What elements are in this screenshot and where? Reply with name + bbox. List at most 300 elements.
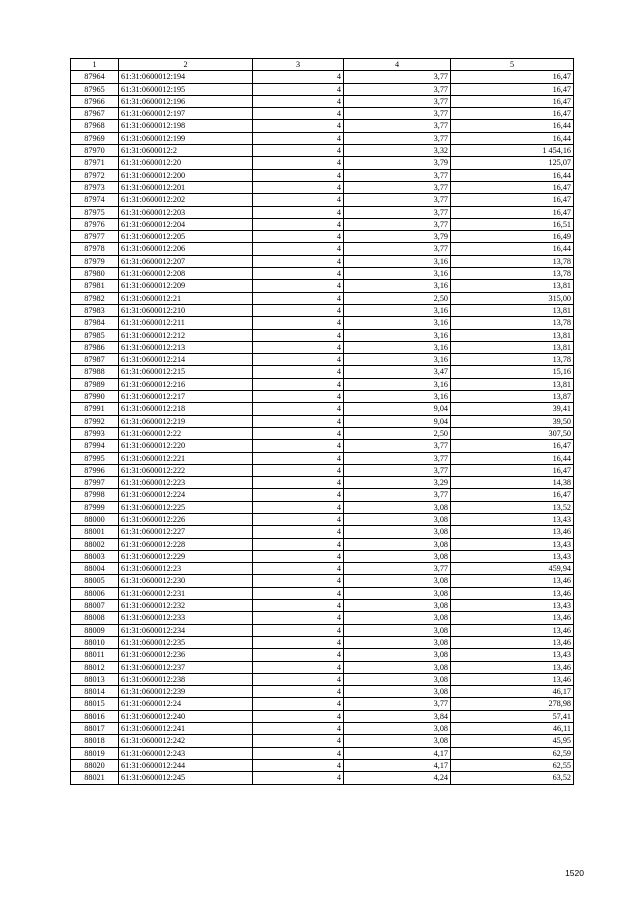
row-number-cell: 88014 xyxy=(71,686,119,698)
cadastral-number-cell: 61:31:0600012:221 xyxy=(119,452,253,464)
cadastral-number-cell: 61:31:0600012:238 xyxy=(119,673,253,685)
rate-cell: 3,08 xyxy=(344,587,451,599)
table-row xyxy=(71,772,574,784)
rate-cell: 2,50 xyxy=(344,427,451,439)
rate-cell: 3,08 xyxy=(344,550,451,562)
group-cell: 4 xyxy=(253,304,344,316)
cadastral-number-cell: 61:31:0600012:242 xyxy=(119,735,253,747)
rate-cell: 2,50 xyxy=(344,292,451,304)
table-row xyxy=(71,145,574,157)
rate-cell: 3,16 xyxy=(344,329,451,341)
table-row xyxy=(71,710,574,722)
value-cell: 278,98 xyxy=(451,698,574,710)
group-cell: 4 xyxy=(253,538,344,550)
row-number-cell: 87970 xyxy=(71,145,119,157)
rate-cell: 3,84 xyxy=(344,710,451,722)
row-number-cell: 87988 xyxy=(71,366,119,378)
table-row xyxy=(71,169,574,181)
table-row xyxy=(71,427,574,439)
rate-cell: 3,08 xyxy=(344,673,451,685)
table-row xyxy=(71,759,574,771)
rate-cell: 3,79 xyxy=(344,231,451,243)
group-cell: 4 xyxy=(253,268,344,280)
cadastral-number-cell: 61:31:0600012:200 xyxy=(119,169,253,181)
rate-cell: 3,16 xyxy=(344,268,451,280)
row-number-cell: 87993 xyxy=(71,427,119,439)
rate-cell: 3,77 xyxy=(344,452,451,464)
table-row xyxy=(71,747,574,759)
rate-cell: 3,08 xyxy=(344,538,451,550)
table-body xyxy=(71,59,574,785)
column-header-3: 3 xyxy=(253,59,344,71)
row-number-cell: 87964 xyxy=(71,71,119,83)
group-cell: 4 xyxy=(253,145,344,157)
table-row xyxy=(71,132,574,144)
value-cell: 16,47 xyxy=(451,464,574,476)
group-cell: 4 xyxy=(253,698,344,710)
column-header-4: 4 xyxy=(344,59,451,71)
rate-cell: 3,77 xyxy=(344,489,451,501)
row-number-cell: 87973 xyxy=(71,181,119,193)
group-cell: 4 xyxy=(253,636,344,648)
cadastral-number-cell: 61:31:0600012:20 xyxy=(119,157,253,169)
cadastral-number-cell: 61:31:0600012:216 xyxy=(119,378,253,390)
row-number-cell: 87992 xyxy=(71,415,119,427)
rate-cell: 3,77 xyxy=(344,194,451,206)
group-cell: 4 xyxy=(253,526,344,538)
row-number-cell: 88018 xyxy=(71,735,119,747)
table-row xyxy=(71,194,574,206)
rate-cell: 3,08 xyxy=(344,600,451,612)
rate-cell: 3,77 xyxy=(344,120,451,132)
rate-cell: 9,04 xyxy=(344,415,451,427)
rate-cell: 3,77 xyxy=(344,108,451,120)
group-cell: 4 xyxy=(253,747,344,759)
table-row xyxy=(71,636,574,648)
value-cell: 1 454,16 xyxy=(451,145,574,157)
row-number-cell: 88020 xyxy=(71,759,119,771)
row-number-cell: 88005 xyxy=(71,575,119,587)
rate-cell: 4,17 xyxy=(344,759,451,771)
row-number-cell: 87977 xyxy=(71,231,119,243)
group-cell: 4 xyxy=(253,661,344,673)
row-number-cell: 88015 xyxy=(71,698,119,710)
value-cell: 14,38 xyxy=(451,477,574,489)
table-row xyxy=(71,108,574,120)
table-row xyxy=(71,391,574,403)
group-cell: 4 xyxy=(253,181,344,193)
value-cell: 16,47 xyxy=(451,440,574,452)
rate-cell: 3,08 xyxy=(344,624,451,636)
cadastral-number-cell: 61:31:0600012:234 xyxy=(119,624,253,636)
cadastral-number-cell: 61:31:0600012:194 xyxy=(119,71,253,83)
cadastral-number-cell: 61:31:0600012:207 xyxy=(119,255,253,267)
column-header-5: 5 xyxy=(451,59,574,71)
table-row xyxy=(71,600,574,612)
rate-cell: 3,08 xyxy=(344,526,451,538)
value-cell: 13,52 xyxy=(451,501,574,513)
row-number-cell: 87990 xyxy=(71,391,119,403)
group-cell: 4 xyxy=(253,329,344,341)
rate-cell: 3,77 xyxy=(344,181,451,193)
value-cell: 13,43 xyxy=(451,649,574,661)
rate-cell: 3,77 xyxy=(344,563,451,575)
value-cell: 16,47 xyxy=(451,95,574,107)
group-cell: 4 xyxy=(253,600,344,612)
cadastral-number-cell: 61:31:0600012:21 xyxy=(119,292,253,304)
cadastral-number-cell: 61:31:0600012:199 xyxy=(119,132,253,144)
table-row xyxy=(71,575,574,587)
rate-cell: 3,47 xyxy=(344,366,451,378)
row-number-cell: 87980 xyxy=(71,268,119,280)
table-row xyxy=(71,280,574,292)
value-cell: 39,50 xyxy=(451,415,574,427)
column-header-2: 2 xyxy=(119,59,253,71)
value-cell: 13,46 xyxy=(451,673,574,685)
table-header-row xyxy=(71,59,574,71)
value-cell: 13,81 xyxy=(451,329,574,341)
cadastral-number-cell: 61:31:0600012:226 xyxy=(119,513,253,525)
group-cell: 4 xyxy=(253,772,344,784)
cadastral-number-cell: 61:31:0600012:233 xyxy=(119,612,253,624)
table-row xyxy=(71,341,574,353)
table-row xyxy=(71,243,574,255)
table-row xyxy=(71,354,574,366)
cadastral-number-cell: 61:31:0600012:204 xyxy=(119,218,253,230)
value-cell: 16,47 xyxy=(451,108,574,120)
cadastral-number-cell: 61:31:0600012:215 xyxy=(119,366,253,378)
table-row xyxy=(71,268,574,280)
group-cell: 4 xyxy=(253,710,344,722)
value-cell: 307,50 xyxy=(451,427,574,439)
table-row xyxy=(71,698,574,710)
rate-cell: 3,08 xyxy=(344,686,451,698)
cadastral-number-cell: 61:31:0600012:210 xyxy=(119,304,253,316)
rate-cell: 3,77 xyxy=(344,169,451,181)
value-cell: 13,46 xyxy=(451,624,574,636)
group-cell: 4 xyxy=(253,108,344,120)
table-row xyxy=(71,735,574,747)
value-cell: 13,87 xyxy=(451,391,574,403)
group-cell: 4 xyxy=(253,194,344,206)
group-cell: 4 xyxy=(253,735,344,747)
cadastral-number-cell: 61:31:0600012:236 xyxy=(119,649,253,661)
value-cell: 13,46 xyxy=(451,587,574,599)
group-cell: 4 xyxy=(253,317,344,329)
table-row xyxy=(71,317,574,329)
cadastral-number-cell: 61:31:0600012:2 xyxy=(119,145,253,157)
rate-cell: 3,16 xyxy=(344,304,451,316)
group-cell: 4 xyxy=(253,723,344,735)
cadastral-number-cell: 61:31:0600012:197 xyxy=(119,108,253,120)
group-cell: 4 xyxy=(253,378,344,390)
rate-cell: 3,32 xyxy=(344,145,451,157)
row-number-cell: 88006 xyxy=(71,587,119,599)
value-cell: 13,78 xyxy=(451,317,574,329)
rate-cell: 3,16 xyxy=(344,255,451,267)
value-cell: 13,81 xyxy=(451,341,574,353)
cadastral-number-cell: 61:31:0600012:232 xyxy=(119,600,253,612)
row-number-cell: 87965 xyxy=(71,83,119,95)
table-row xyxy=(71,563,574,575)
value-cell: 16,47 xyxy=(451,489,574,501)
table-row xyxy=(71,489,574,501)
row-number-cell: 87976 xyxy=(71,218,119,230)
table-row xyxy=(71,686,574,698)
row-number-cell: 88002 xyxy=(71,538,119,550)
cadastral-number-cell: 61:31:0600012:196 xyxy=(119,95,253,107)
row-number-cell: 87972 xyxy=(71,169,119,181)
rate-cell: 3,77 xyxy=(344,132,451,144)
group-cell: 4 xyxy=(253,587,344,599)
row-number-cell: 88013 xyxy=(71,673,119,685)
table-row xyxy=(71,181,574,193)
table-row xyxy=(71,477,574,489)
table-row xyxy=(71,612,574,624)
cadastral-number-cell: 61:31:0600012:231 xyxy=(119,587,253,599)
cadastral-number-cell: 61:31:0600012:219 xyxy=(119,415,253,427)
rate-cell: 3,16 xyxy=(344,341,451,353)
value-cell: 13,78 xyxy=(451,255,574,267)
row-number-cell: 88000 xyxy=(71,513,119,525)
group-cell: 4 xyxy=(253,550,344,562)
table-row xyxy=(71,95,574,107)
rate-cell: 3,16 xyxy=(344,378,451,390)
row-number-cell: 88007 xyxy=(71,600,119,612)
row-number-cell: 88001 xyxy=(71,526,119,538)
rate-cell: 3,08 xyxy=(344,649,451,661)
table-row xyxy=(71,452,574,464)
rate-cell: 3,08 xyxy=(344,501,451,513)
value-cell: 13,43 xyxy=(451,538,574,550)
page-number: 1520 xyxy=(565,868,584,878)
group-cell: 4 xyxy=(253,489,344,501)
group-cell: 4 xyxy=(253,427,344,439)
row-number-cell: 87982 xyxy=(71,292,119,304)
row-number-cell: 87967 xyxy=(71,108,119,120)
table-row xyxy=(71,206,574,218)
cadastral-number-cell: 61:31:0600012:205 xyxy=(119,231,253,243)
value-cell: 39,41 xyxy=(451,403,574,415)
group-cell: 4 xyxy=(253,563,344,575)
group-cell: 4 xyxy=(253,354,344,366)
rate-cell: 4,17 xyxy=(344,747,451,759)
row-number-cell: 87985 xyxy=(71,329,119,341)
table-row xyxy=(71,157,574,169)
rate-cell: 3,29 xyxy=(344,477,451,489)
cadastral-number-cell: 61:31:0600012:230 xyxy=(119,575,253,587)
row-number-cell: 87991 xyxy=(71,403,119,415)
group-cell: 4 xyxy=(253,366,344,378)
group-cell: 4 xyxy=(253,243,344,255)
row-number-cell: 87968 xyxy=(71,120,119,132)
group-cell: 4 xyxy=(253,169,344,181)
cadastral-number-cell: 61:31:0600012:208 xyxy=(119,268,253,280)
value-cell: 459,94 xyxy=(451,563,574,575)
cadastral-number-cell: 61:31:0600012:212 xyxy=(119,329,253,341)
row-number-cell: 87978 xyxy=(71,243,119,255)
group-cell: 4 xyxy=(253,415,344,427)
rate-cell: 3,77 xyxy=(344,206,451,218)
row-number-cell: 87998 xyxy=(71,489,119,501)
row-number-cell: 88004 xyxy=(71,563,119,575)
group-cell: 4 xyxy=(253,464,344,476)
rate-cell: 9,04 xyxy=(344,403,451,415)
row-number-cell: 88021 xyxy=(71,772,119,784)
value-cell: 13,46 xyxy=(451,575,574,587)
table-row xyxy=(71,415,574,427)
row-number-cell: 87986 xyxy=(71,341,119,353)
cadastral-number-cell: 61:31:0600012:243 xyxy=(119,747,253,759)
value-cell: 16,47 xyxy=(451,194,574,206)
group-cell: 4 xyxy=(253,218,344,230)
row-number-cell: 88008 xyxy=(71,612,119,624)
cadastral-number-cell: 61:31:0600012:241 xyxy=(119,723,253,735)
group-cell: 4 xyxy=(253,292,344,304)
value-cell: 16,47 xyxy=(451,181,574,193)
table-row xyxy=(71,538,574,550)
rate-cell: 4,24 xyxy=(344,772,451,784)
rate-cell: 3,08 xyxy=(344,723,451,735)
row-number-cell: 88003 xyxy=(71,550,119,562)
cadastral-number-cell: 61:31:0600012:203 xyxy=(119,206,253,218)
row-number-cell: 87975 xyxy=(71,206,119,218)
value-cell: 62,59 xyxy=(451,747,574,759)
cadastral-number-cell: 61:31:0600012:217 xyxy=(119,391,253,403)
value-cell: 16,51 xyxy=(451,218,574,230)
table-row xyxy=(71,304,574,316)
table-row xyxy=(71,723,574,735)
group-cell: 4 xyxy=(253,231,344,243)
cadastral-number-cell: 61:31:0600012:213 xyxy=(119,341,253,353)
row-number-cell: 88012 xyxy=(71,661,119,673)
value-cell: 63,52 xyxy=(451,772,574,784)
table-row xyxy=(71,440,574,452)
cadastral-number-cell: 61:31:0600012:244 xyxy=(119,759,253,771)
table-row xyxy=(71,71,574,83)
row-number-cell: 87974 xyxy=(71,194,119,206)
cadastral-number-cell: 61:31:0600012:214 xyxy=(119,354,253,366)
table-row xyxy=(71,403,574,415)
value-cell: 13,78 xyxy=(451,268,574,280)
value-cell: 16,44 xyxy=(451,132,574,144)
value-cell: 16,47 xyxy=(451,206,574,218)
group-cell: 4 xyxy=(253,206,344,218)
row-number-cell: 88011 xyxy=(71,649,119,661)
column-header-1: 1 xyxy=(71,59,119,71)
value-cell: 46,17 xyxy=(451,686,574,698)
rate-cell: 3,08 xyxy=(344,636,451,648)
group-cell: 4 xyxy=(253,513,344,525)
rate-cell: 3,77 xyxy=(344,95,451,107)
rate-cell: 3,79 xyxy=(344,157,451,169)
table-row xyxy=(71,526,574,538)
group-cell: 4 xyxy=(253,612,344,624)
table-row xyxy=(71,366,574,378)
table-row xyxy=(71,218,574,230)
table-row xyxy=(71,120,574,132)
group-cell: 4 xyxy=(253,341,344,353)
value-cell: 315,00 xyxy=(451,292,574,304)
value-cell: 13,46 xyxy=(451,526,574,538)
row-number-cell: 87966 xyxy=(71,95,119,107)
cadastral-number-cell: 61:31:0600012:220 xyxy=(119,440,253,452)
rate-cell: 3,16 xyxy=(344,391,451,403)
value-cell: 13,43 xyxy=(451,550,574,562)
cadastral-number-cell: 61:31:0600012:24 xyxy=(119,698,253,710)
cadastral-number-cell: 61:31:0600012:229 xyxy=(119,550,253,562)
rate-cell: 3,77 xyxy=(344,440,451,452)
cadastral-number-cell: 61:31:0600012:228 xyxy=(119,538,253,550)
row-number-cell: 87989 xyxy=(71,378,119,390)
rate-cell: 3,16 xyxy=(344,280,451,292)
rate-cell: 3,08 xyxy=(344,612,451,624)
group-cell: 4 xyxy=(253,120,344,132)
rate-cell: 3,16 xyxy=(344,354,451,366)
cadastral-number-cell: 61:31:0600012:201 xyxy=(119,181,253,193)
cadastral-number-cell: 61:31:0600012:211 xyxy=(119,317,253,329)
value-cell: 13,81 xyxy=(451,378,574,390)
row-number-cell: 88019 xyxy=(71,747,119,759)
row-number-cell: 87971 xyxy=(71,157,119,169)
rate-cell: 3,77 xyxy=(344,71,451,83)
cadastral-number-cell: 61:31:0600012:223 xyxy=(119,477,253,489)
cadastral-number-cell: 61:31:0600012:224 xyxy=(119,489,253,501)
rate-cell: 3,08 xyxy=(344,661,451,673)
value-cell: 46,11 xyxy=(451,723,574,735)
rate-cell: 3,08 xyxy=(344,513,451,525)
row-number-cell: 87983 xyxy=(71,304,119,316)
value-cell: 45,95 xyxy=(451,735,574,747)
cadastral-number-cell: 61:31:0600012:209 xyxy=(119,280,253,292)
group-cell: 4 xyxy=(253,83,344,95)
cadastral-number-cell: 61:31:0600012:239 xyxy=(119,686,253,698)
table-row xyxy=(71,464,574,476)
value-cell: 16,44 xyxy=(451,169,574,181)
group-cell: 4 xyxy=(253,673,344,685)
value-cell: 13,81 xyxy=(451,304,574,316)
row-number-cell: 87997 xyxy=(71,477,119,489)
row-number-cell: 88016 xyxy=(71,710,119,722)
table-row xyxy=(71,513,574,525)
cadastral-number-cell: 61:31:0600012:218 xyxy=(119,403,253,415)
cadastral-number-cell: 61:31:0600012:195 xyxy=(119,83,253,95)
group-cell: 4 xyxy=(253,403,344,415)
row-number-cell: 87984 xyxy=(71,317,119,329)
cadastral-number-cell: 61:31:0600012:23 xyxy=(119,563,253,575)
group-cell: 4 xyxy=(253,501,344,513)
value-cell: 125,07 xyxy=(451,157,574,169)
table-row xyxy=(71,550,574,562)
rate-cell: 3,77 xyxy=(344,218,451,230)
value-cell: 15,16 xyxy=(451,366,574,378)
value-cell: 13,78 xyxy=(451,354,574,366)
table-row xyxy=(71,378,574,390)
cadastral-number-cell: 61:31:0600012:235 xyxy=(119,636,253,648)
table-row xyxy=(71,587,574,599)
cadastral-number-cell: 61:31:0600012:206 xyxy=(119,243,253,255)
row-number-cell: 88017 xyxy=(71,723,119,735)
group-cell: 4 xyxy=(253,157,344,169)
table-row xyxy=(71,661,574,673)
row-number-cell: 88010 xyxy=(71,636,119,648)
value-cell: 16,47 xyxy=(451,83,574,95)
rate-cell: 3,08 xyxy=(344,735,451,747)
value-cell: 13,46 xyxy=(451,612,574,624)
value-cell: 16,44 xyxy=(451,452,574,464)
group-cell: 4 xyxy=(253,132,344,144)
table-row xyxy=(71,649,574,661)
